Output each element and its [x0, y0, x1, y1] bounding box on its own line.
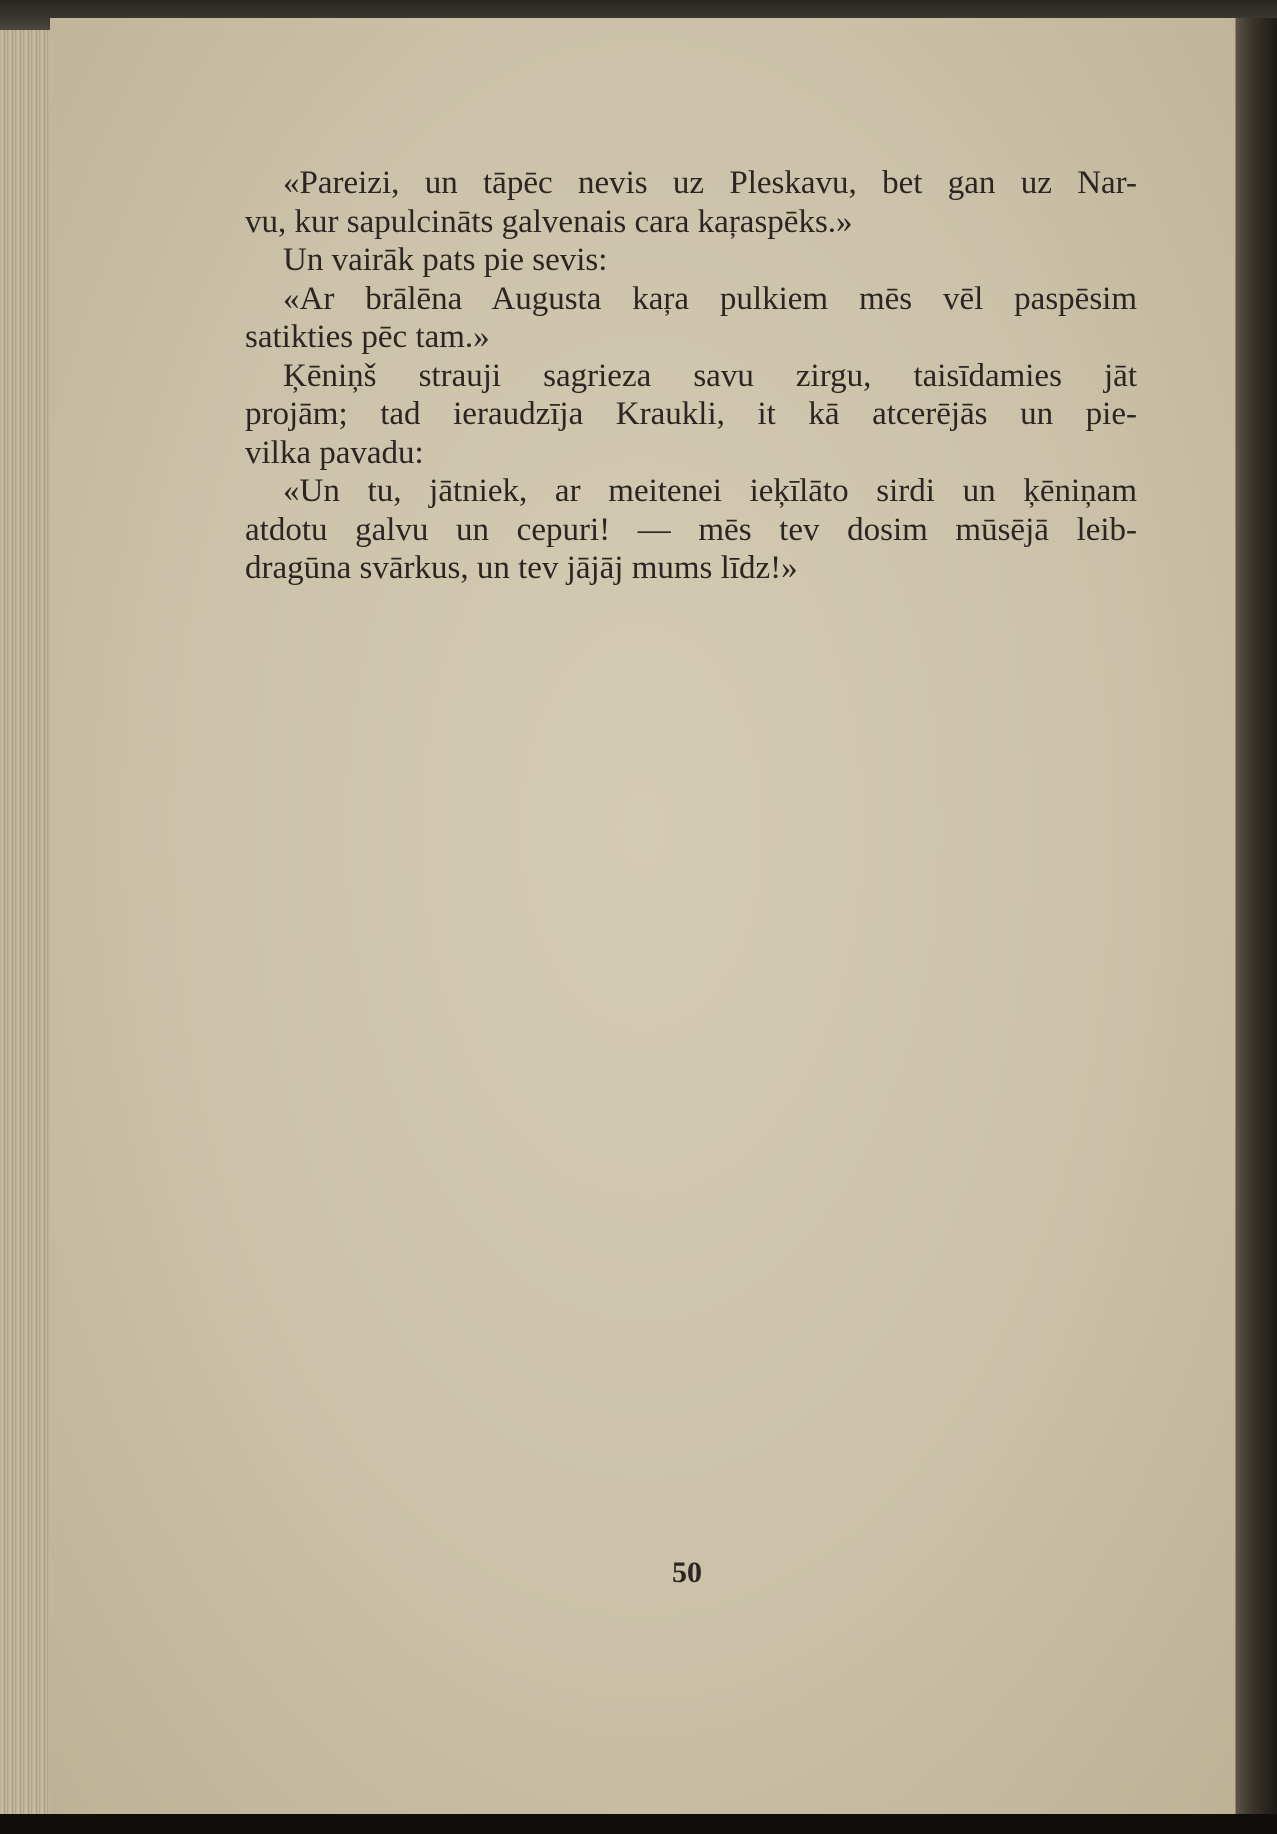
body-text [245, 164, 1137, 588]
text-line: Un vairāk pats pie sevis: [283, 242, 608, 278]
text-line: «Ar brālēna Augusta kaŗa pulkiem mēs vēl paspēsim [283, 280, 1137, 317]
text-line: vu, kur sapulcināts galvenais cara kaŗaspēks.» [245, 203, 853, 240]
text-line: projām; tad ieraudzīja Kraukli, it kā atcerējās un pie- [245, 396, 1137, 432]
text-line: atdotu galvu un cepuri! — mēs tev dosim mūsējā leib- [245, 511, 1137, 548]
bottom-shadow [0, 1814, 1277, 1834]
text-line: vilka pavadu: [245, 434, 424, 471]
text-line: dragūna svārkus, un tev jājāj mums līdz!» [245, 550, 798, 586]
right-spine [1236, 18, 1277, 1834]
text-line: «Un tu, jātniek, ar meitenei ieķīlāto sirdi un ķēniņam [283, 473, 1137, 509]
page-number: 50 [672, 1556, 702, 1589]
text-line: satikties pēc tam.» [245, 319, 490, 355]
text-line: «Pareizi, un tāpēc nevis uz Pleskavu, bet gan uz Nar- [283, 165, 1137, 201]
text-line: Ķēniņš strauji sagrieza savu zirgu, taisīdamies jāt [283, 357, 1137, 394]
